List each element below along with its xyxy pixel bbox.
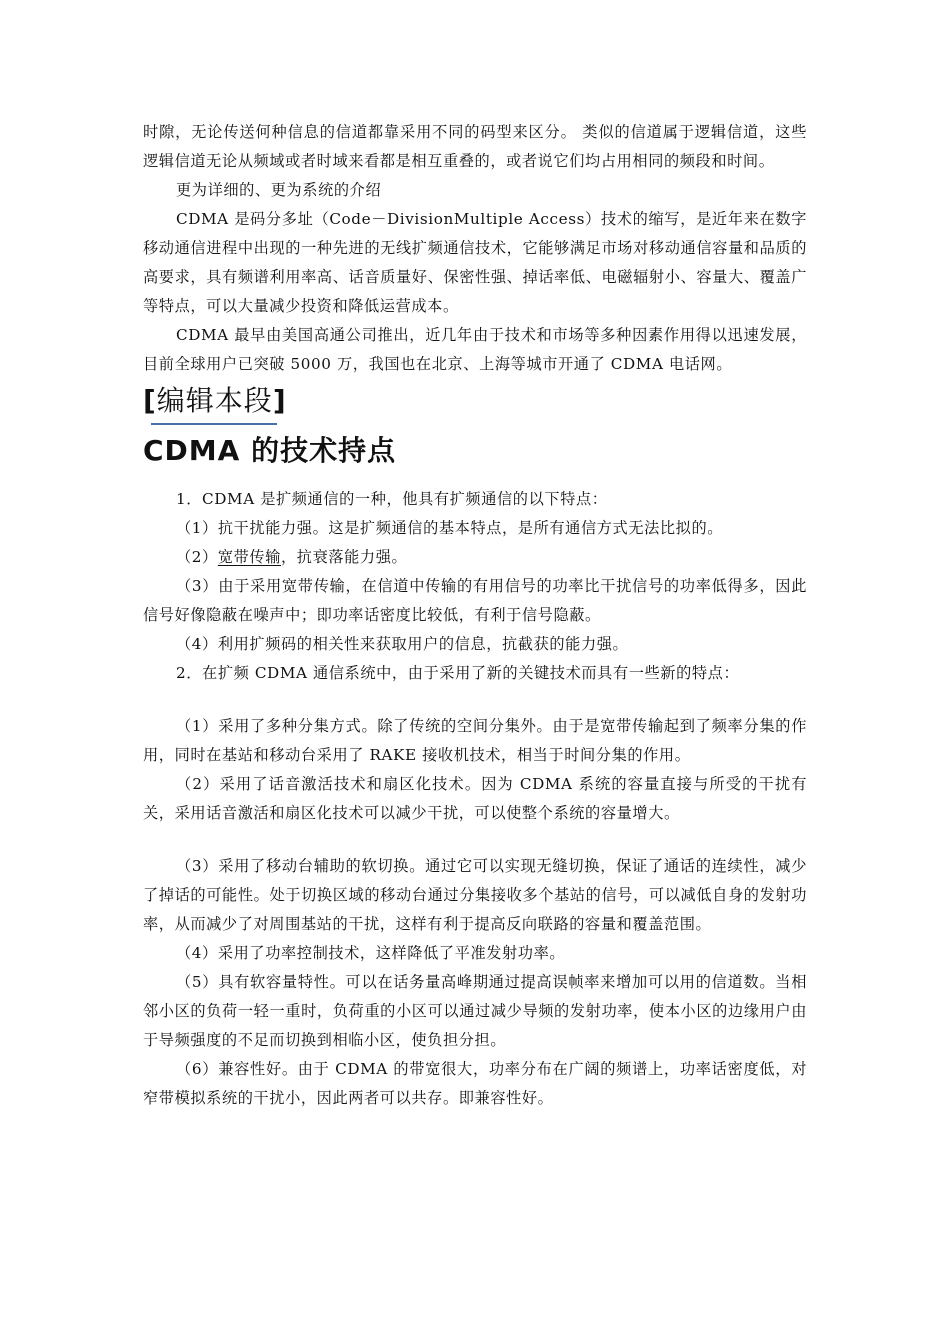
feature-item-1: 1．CDMA 是扩频通信的一种，他具有扩频通信的以下特点：: [176, 490, 608, 508]
intro-paragraph-4: CDMA 最早由美国高通公司推出，近几年由于技术和市场等多种因素作用得以迅速发展，目前全球用户已突破 5000 万，我国也在北京、上海等城市开通了 CDMA 电话网。: [143, 326, 807, 373]
feature-item-1-3: （3）由于采用宽带传输，在信道中传输的有用信号的功率比干扰信号的功率低得多，因此信号好像隐蔽在噪声中；即功率话密度比较低，有利于信号隐蔽。: [143, 577, 807, 624]
blank-line: [143, 828, 807, 852]
feature-item-2: 2．在扩频 CDMA 通信系统中，由于采用了新的关键技术而具有一些新的特点：: [176, 664, 740, 682]
feature-item-2-3: （3）采用了移动台辅助的软切换。通过它可以实现无缝切换，保证了通话的连续性，减少了掉话的可能性。处于切换区域的移动台通过分集接收多个基站的信号，可以减低自身的发射功率，从而减少了对周围基站的干扰，这样有利于提高反向联路的容量和覆盖范围。: [143, 857, 807, 933]
section-heading-zh: 的技术持点: [240, 434, 397, 467]
feature-item-1-4: （4）利用扩频码的相关性来获取用户的信息，抗截获的能力强。: [176, 635, 629, 653]
document-page: [143, 118, 807, 1113]
intro-paragraph-2: 更为详细的、更为系统的介绍: [176, 181, 382, 199]
edit-section-close-bracket: ]: [272, 384, 287, 417]
section-heading-en: CDMA: [143, 434, 241, 467]
feature-item-2-2: （2）采用了话音激活技术和扇区化技术。因为 CDMA 系统的容量直接与所受的干扰有关，采用话音激活和扇区化技术可以减少干扰，可以使整个系统的容量增大。: [143, 775, 807, 822]
feature-item-2-5: （5）具有软容量特性。可以在话务量高峰期通过提高误帧率来增加可以用的信道数。当相邻小区的负荷一轻一重时，负荷重的小区可以通过减少导频的发射功率，使本小区的边缘用户由于导频强度的不足而切换到相临小区，使负担分担。: [143, 973, 807, 1049]
feature-item-1-1: （1）抗干扰能力强。这是扩频通信的基本特点，是所有通信方式无法比拟的。: [176, 519, 724, 537]
edit-section-label[interactable]: 编辑本段: [156, 384, 273, 417]
intro-paragraph-3: CDMA 是码分多址（Code－DivisionMultiple Access）技术的缩写，是近年来在数字移动通信进程中出现的一种先进的无线扩频通信技术，它能够满足市场对移动通信容量和品质的高要求，具有频谱利用率高、话音质量好、保密性强、掉话率低、电磁辐射小、容量大、覆盖广等特点，可以大量减少投资和降低运营成本。: [143, 210, 807, 315]
section-heading: [143, 431, 807, 471]
edit-section-underline: [151, 423, 277, 425]
edit-section-open-bracket: [: [143, 384, 157, 417]
feature-item-1-2-prefix: （2）: [176, 548, 218, 566]
feature-item-2-4: （4）采用了功率控制技术，这样降低了平准发射功率。: [176, 944, 566, 962]
feature-item-2-1: （1）采用了多种分集方式。除了传统的空间分集外。由于是宽带传输起到了频率分集的作用，同时在基站和移动台采用了 RAKE 接收机技术，相当于时间分集的作用。: [143, 717, 807, 764]
wideband-transmission-link[interactable]: 宽带传输: [217, 548, 281, 566]
feature-item-1-2-suffix: ，抗衰落能力强。: [281, 548, 408, 566]
edit-section-link[interactable]: [143, 383, 807, 429]
blank-line: [143, 688, 807, 712]
feature-item-1-2: [143, 543, 807, 572]
feature-item-2-6: （6）兼容性好。由于 CDMA 的带宽很大，功率分布在广阔的频谱上，功率话密度低，对窄带模拟系统的干扰小，因此两者可以共存。即兼容性好。: [143, 1060, 807, 1107]
intro-paragraph-1: 时隙，无论传送何种信息的信道都靠采用不同的码型来区分。 类似的信道属于逻辑信道，这些逻辑信道无论从频域或者时域来看都是相互重叠的，或者说它们均占用相同的频段和时间。: [143, 123, 807, 170]
